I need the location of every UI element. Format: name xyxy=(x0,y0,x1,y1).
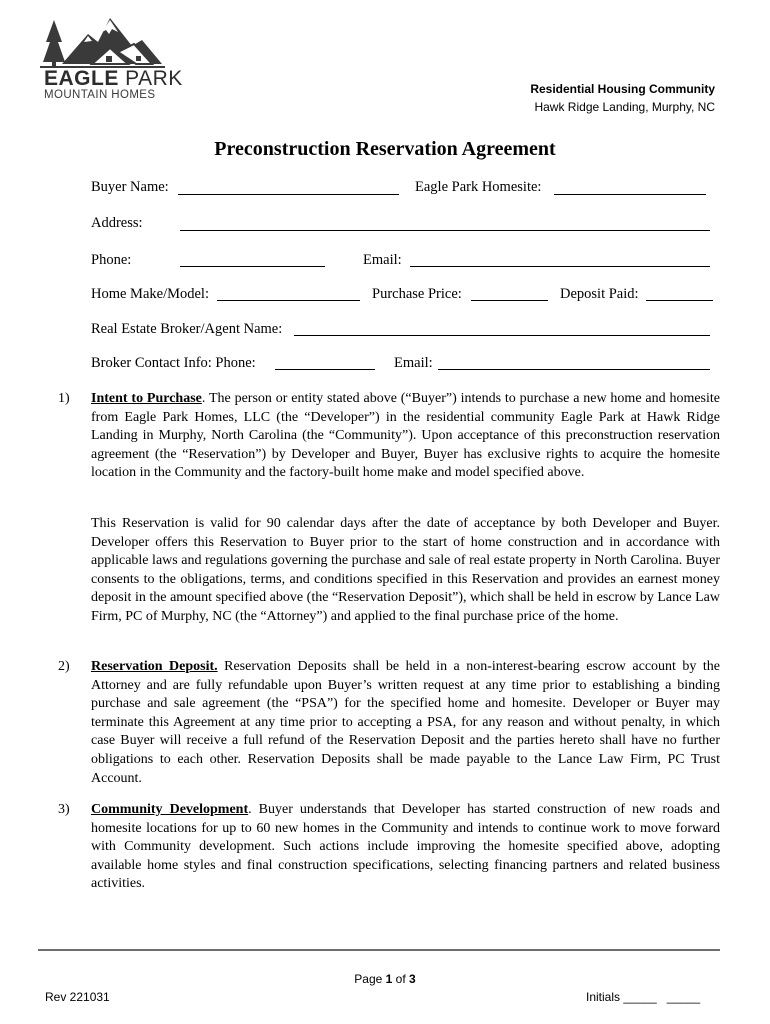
eagle-park-logo xyxy=(40,12,183,101)
phone-label: Phone: xyxy=(91,252,132,268)
section-community-development xyxy=(58,801,720,894)
email-label: Email: xyxy=(363,252,402,268)
logo-tagline: MOUNTAIN HOMES xyxy=(44,89,156,101)
deposit-paid-field[interactable] xyxy=(646,300,713,301)
section-intent-paragraph-2: This Reservation is valid for 90 calendar days after the date of acceptance by both Developer and Buyer. Developer offers this Reservation to Buyer prior to the start of home construction and in accordance with applicable laws and regulations governing the purchase and sale of real estate property in North Carolina. Buyer consents to the obligations, terms, and conditions specified in this Reservation and provides an earnest money deposit in the amount specified above (the “Reservation Deposit”), which shall be held in escrow by Lance Law Firm, PC of Murphy, NC (the “Attorney”) and applied to the final purchase price of the home. xyxy=(91,516,720,624)
home-make-model-label: Home Make/Model: xyxy=(91,286,209,302)
broker-name-label: Real Estate Broker/Agent Name: xyxy=(91,321,283,337)
email-field[interactable] xyxy=(410,266,710,267)
section-heading: Reservation Deposit. xyxy=(91,659,218,674)
community-location: Hawk Ridge Landing, Murphy, NC xyxy=(534,100,715,114)
homesite-field[interactable] xyxy=(554,194,706,195)
section-heading-suffix: . xyxy=(201,391,206,406)
community-header xyxy=(530,80,715,116)
section-reservation-deposit xyxy=(58,658,720,788)
logo-wordmark-rest: PARK xyxy=(118,67,183,90)
section-heading: Community Development xyxy=(91,802,249,817)
page-number xyxy=(0,972,770,986)
broker-contact-label: Broker Contact Info: Phone: xyxy=(91,355,256,371)
page-title: Preconstruction Reservation Agreement xyxy=(214,138,556,160)
section-number: 3) xyxy=(58,802,70,817)
purchase-price-field[interactable] xyxy=(471,300,548,301)
logo-wordmark xyxy=(44,68,183,89)
section-text: Reservation Deposits shall be held in a non-interest-bearing escrow account by the Attorney and are fully refundable upon Buyer’s written request at any time prior to establishing a binding purchase and sale agreement (the “PSA”) for the specified home and homesite. Developer or Buyer may terminate this Agreement at any time prior to accepting a PSA, for any reason and without penalty, in which case Buyer will receive a full refund of the Reservation Deposit and the parties hereto shall have no further obligations to each other. Reservation Deposits shall be made payable to the Lance Law Firm, PC Trust Account. xyxy=(91,659,720,786)
address-label: Address: xyxy=(91,215,143,231)
section-number: 1) xyxy=(58,391,70,406)
mountain-logo-icon xyxy=(40,12,165,70)
broker-name-field[interactable] xyxy=(294,335,710,336)
section-number: 2) xyxy=(58,659,70,674)
logo-wordmark-bold: EAGLE xyxy=(44,67,119,90)
purchase-price-label: Purchase Price: xyxy=(372,286,462,302)
deposit-paid-label: Deposit Paid: xyxy=(560,286,639,302)
revision-label: Rev 221031 xyxy=(45,990,110,1004)
broker-phone-field[interactable] xyxy=(275,369,375,370)
page-total: 3 xyxy=(409,972,416,986)
section-text: Buyer understands that Developer has started construction of new roads and homesite locations for up to 60 new homes in the Community and intends to continue work to move forward with Community development. Such actions include improving the homesite specified above, adopting available home styles and final construction specifications, selecting financing partners and related business activities. xyxy=(91,802,720,892)
footer-divider xyxy=(38,949,720,951)
broker-email-field[interactable] xyxy=(438,369,710,370)
section-heading-suffix: . xyxy=(248,802,252,817)
page-of: of xyxy=(392,972,410,986)
buyer-name-field[interactable] xyxy=(178,194,399,195)
page-current: 1 xyxy=(385,972,393,986)
phone-field[interactable] xyxy=(180,266,325,267)
home-make-model-field[interactable] xyxy=(217,300,360,301)
section-intent-to-purchase xyxy=(58,390,720,483)
section-heading: Intent to Purchase xyxy=(91,391,202,406)
section-text: The person or entity stated above (“Buyer”) intends to purchase a new home and homesite from Eagle Park Homes, LLC (the “Developer”) in the residential community Eagle Park at Hawk Ridge Landing in Murphy, North Carolina (the “Community”). Upon acceptance of this preconstruction reservation agreement (the “Reservation”) by Developer and Buyer, Buyer has exclusive rights to acquire the homesite location in the Community and the factory-built home make and model specified above. xyxy=(91,391,720,481)
initials-field[interactable]: Initials _____ _____ xyxy=(586,990,701,1004)
homesite-label: Eagle Park Homesite: xyxy=(415,179,542,195)
buyer-name-label: Buyer Name: xyxy=(91,179,169,195)
page-prefix: Page xyxy=(354,972,386,986)
community-name: Residential Housing Community xyxy=(530,82,715,96)
broker-email-label: Email: xyxy=(394,355,433,371)
address-field[interactable] xyxy=(180,230,710,231)
